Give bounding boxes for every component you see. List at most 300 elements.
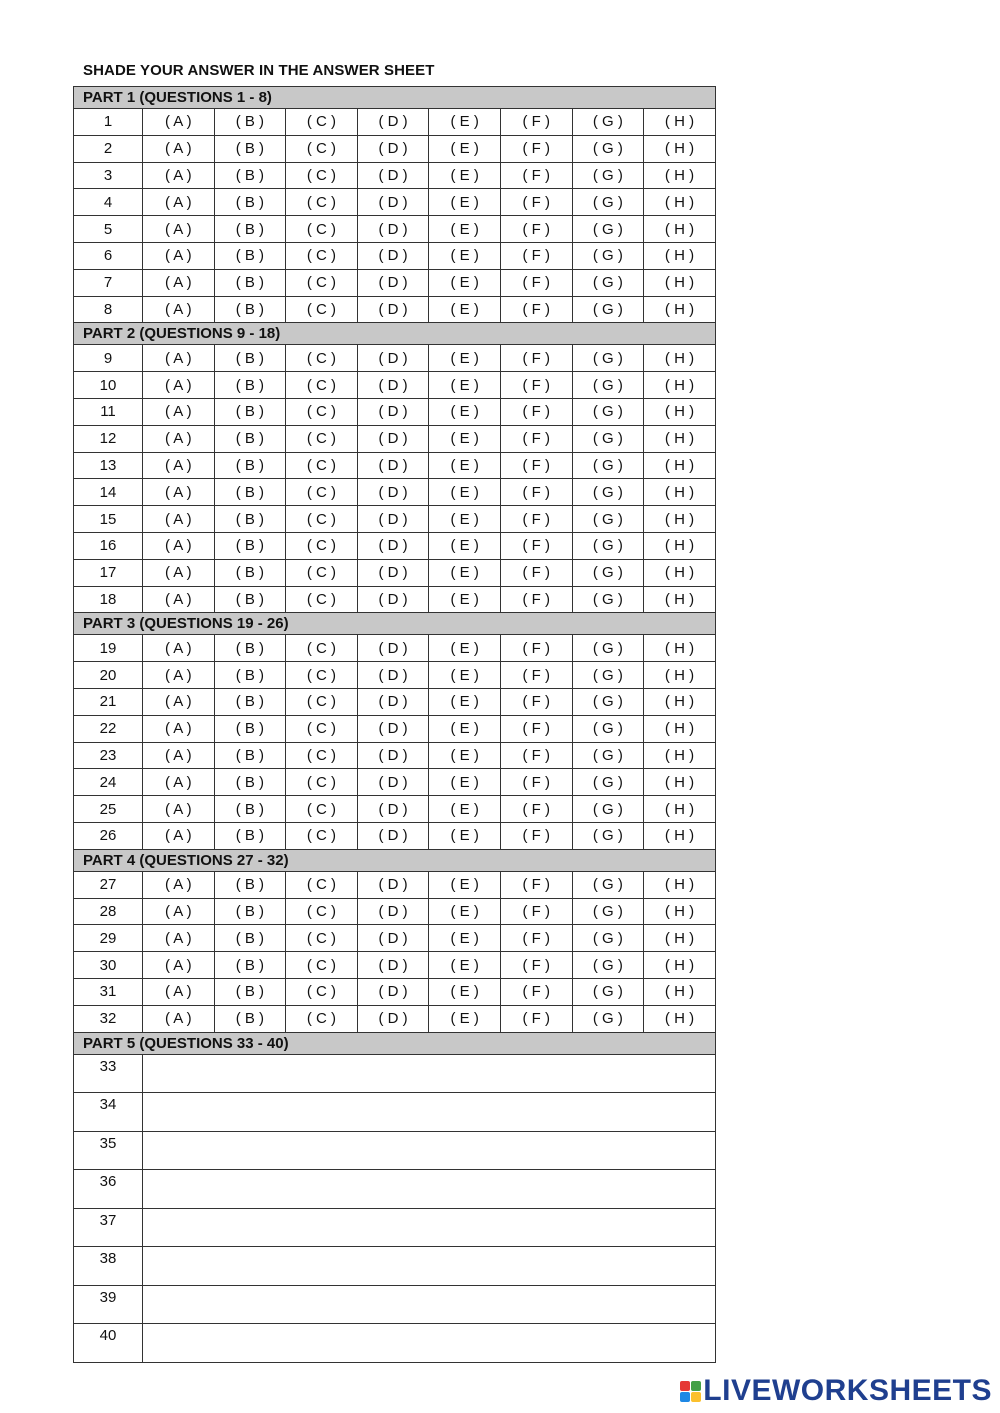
option-bubble[interactable]: ( F ) [500, 925, 572, 952]
option-bubble[interactable]: ( C ) [286, 345, 358, 372]
option-bubble[interactable]: ( F ) [500, 372, 572, 399]
option-bubble[interactable]: ( B ) [214, 162, 286, 189]
option-bubble[interactable]: ( H ) [644, 452, 716, 479]
option-bubble[interactable]: ( F ) [500, 871, 572, 898]
option-bubble[interactable]: ( G ) [572, 822, 644, 849]
option-bubble[interactable]: ( C ) [286, 978, 358, 1005]
question-row [74, 1170, 716, 1209]
option-bubble[interactable]: ( F ) [500, 506, 572, 533]
option-bubble[interactable]: ( C ) [286, 715, 358, 742]
option-bubble[interactable]: ( C ) [286, 769, 358, 796]
option-bubble[interactable]: ( E ) [429, 952, 501, 979]
option-bubble[interactable]: ( D ) [357, 925, 429, 952]
answer-sheet-table [73, 86, 716, 1363]
option-bubble[interactable]: ( E ) [429, 822, 501, 849]
option-bubble[interactable]: ( A ) [143, 925, 215, 952]
option-bubble[interactable]: ( H ) [644, 425, 716, 452]
option-bubble[interactable]: ( H ) [644, 715, 716, 742]
option-bubble[interactable]: ( A ) [143, 479, 215, 506]
option-bubble[interactable]: ( C ) [286, 216, 358, 243]
option-bubble[interactable]: ( B ) [214, 532, 286, 559]
option-bubble[interactable]: ( A ) [143, 216, 215, 243]
logo-mark-icon [680, 1381, 701, 1402]
option-bubble[interactable]: ( B ) [214, 635, 286, 662]
option-bubble[interactable]: ( E ) [429, 715, 501, 742]
option-bubble[interactable]: ( H ) [644, 742, 716, 769]
option-bubble[interactable]: ( D ) [357, 135, 429, 162]
option-bubble[interactable]: ( H ) [644, 162, 716, 189]
option-bubble[interactable]: ( H ) [644, 189, 716, 216]
option-bubble[interactable]: ( G ) [572, 425, 644, 452]
option-bubble[interactable]: ( H ) [644, 506, 716, 533]
question-row [74, 532, 716, 559]
option-bubble[interactable]: ( B ) [214, 296, 286, 323]
option-bubble[interactable]: ( H ) [644, 635, 716, 662]
question-number: 39 [74, 1285, 143, 1324]
option-bubble[interactable]: ( D ) [357, 952, 429, 979]
question-row [74, 1131, 716, 1170]
option-bubble[interactable]: ( C ) [286, 398, 358, 425]
option-bubble[interactable]: ( H ) [644, 1005, 716, 1032]
option-bubble[interactable]: ( A ) [143, 559, 215, 586]
option-bubble[interactable]: ( G ) [572, 559, 644, 586]
option-bubble[interactable]: ( F ) [500, 296, 572, 323]
option-bubble[interactable]: ( E ) [429, 216, 501, 243]
option-bubble[interactable]: ( C ) [286, 296, 358, 323]
option-bubble[interactable]: ( A ) [143, 372, 215, 399]
question-row [74, 506, 716, 533]
option-bubble[interactable]: ( B ) [214, 871, 286, 898]
option-bubble[interactable]: ( G ) [572, 479, 644, 506]
option-bubble[interactable]: ( E ) [429, 925, 501, 952]
option-bubble[interactable]: ( D ) [357, 532, 429, 559]
option-bubble[interactable]: ( G ) [572, 296, 644, 323]
question-row [74, 1054, 716, 1093]
option-bubble[interactable]: ( H ) [644, 135, 716, 162]
option-bubble[interactable]: ( A ) [143, 452, 215, 479]
option-bubble[interactable]: ( C ) [286, 662, 358, 689]
option-bubble[interactable]: ( B ) [214, 135, 286, 162]
option-bubble[interactable]: ( A ) [143, 425, 215, 452]
option-bubble[interactable]: ( H ) [644, 345, 716, 372]
option-bubble[interactable]: ( F ) [500, 898, 572, 925]
option-bubble[interactable]: ( F ) [500, 742, 572, 769]
answer-field[interactable] [143, 1285, 716, 1324]
option-bubble[interactable]: ( A ) [143, 871, 215, 898]
option-bubble[interactable]: ( H ) [644, 479, 716, 506]
option-bubble[interactable]: ( E ) [429, 398, 501, 425]
option-bubble[interactable]: ( C ) [286, 952, 358, 979]
option-bubble[interactable]: ( D ) [357, 372, 429, 399]
option-bubble[interactable]: ( D ) [357, 189, 429, 216]
option-bubble[interactable]: ( A ) [143, 715, 215, 742]
option-bubble[interactable]: ( E ) [429, 1005, 501, 1032]
question-number: 40 [74, 1324, 143, 1363]
option-bubble[interactable]: ( D ) [357, 978, 429, 1005]
question-number: 10 [74, 372, 143, 399]
logo-square-blue [680, 1392, 690, 1402]
option-bubble[interactable]: ( C ) [286, 532, 358, 559]
option-bubble[interactable]: ( A ) [143, 162, 215, 189]
question-number: 11 [74, 398, 143, 425]
option-bubble[interactable]: ( E ) [429, 425, 501, 452]
option-bubble[interactable]: ( E ) [429, 796, 501, 823]
option-bubble[interactable]: ( H ) [644, 871, 716, 898]
option-bubble[interactable]: ( D ) [357, 506, 429, 533]
question-row [74, 688, 716, 715]
option-bubble[interactable]: ( D ) [357, 662, 429, 689]
question-number: 13 [74, 452, 143, 479]
question-number: 37 [74, 1208, 143, 1247]
option-bubble[interactable]: ( F ) [500, 216, 572, 243]
option-bubble[interactable]: ( D ) [357, 109, 429, 136]
option-bubble[interactable]: ( H ) [644, 532, 716, 559]
option-bubble[interactable]: ( D ) [357, 822, 429, 849]
option-bubble[interactable]: ( F ) [500, 662, 572, 689]
option-bubble[interactable]: ( F ) [500, 635, 572, 662]
option-bubble[interactable]: ( F ) [500, 978, 572, 1005]
option-bubble[interactable]: ( D ) [357, 769, 429, 796]
option-bubble[interactable]: ( C ) [286, 635, 358, 662]
option-bubble[interactable]: ( C ) [286, 425, 358, 452]
option-bubble[interactable]: ( G ) [572, 398, 644, 425]
option-bubble[interactable]: ( H ) [644, 296, 716, 323]
option-bubble[interactable]: ( F ) [500, 135, 572, 162]
question-row [74, 742, 716, 769]
option-bubble[interactable]: ( B ) [214, 822, 286, 849]
option-bubble[interactable]: ( G ) [572, 662, 644, 689]
option-bubble[interactable]: ( D ) [357, 796, 429, 823]
option-bubble[interactable]: ( B ) [214, 586, 286, 613]
option-bubble[interactable]: ( F ) [500, 162, 572, 189]
option-bubble[interactable]: ( C ) [286, 1005, 358, 1032]
option-bubble[interactable]: ( F ) [500, 109, 572, 136]
part-header-row [74, 849, 716, 871]
option-bubble[interactable]: ( C ) [286, 586, 358, 613]
option-bubble[interactable]: ( E ) [429, 109, 501, 136]
option-bubble[interactable]: ( F ) [500, 345, 572, 372]
option-bubble[interactable]: ( E ) [429, 479, 501, 506]
option-bubble[interactable]: ( B ) [214, 925, 286, 952]
option-bubble[interactable]: ( A ) [143, 898, 215, 925]
option-bubble[interactable]: ( G ) [572, 871, 644, 898]
option-bubble[interactable]: ( G ) [572, 109, 644, 136]
question-number: 34 [74, 1093, 143, 1132]
option-bubble[interactable]: ( F ) [500, 452, 572, 479]
option-bubble[interactable]: ( H ) [644, 216, 716, 243]
option-bubble[interactable]: ( D ) [357, 216, 429, 243]
option-bubble[interactable]: ( F ) [500, 715, 572, 742]
option-bubble[interactable]: ( A ) [143, 242, 215, 269]
option-bubble[interactable]: ( E ) [429, 559, 501, 586]
option-bubble[interactable]: ( G ) [572, 269, 644, 296]
option-bubble[interactable]: ( G ) [572, 796, 644, 823]
option-bubble[interactable]: ( D ) [357, 586, 429, 613]
option-bubble[interactable]: ( A ) [143, 769, 215, 796]
answer-field[interactable] [143, 1324, 716, 1363]
option-bubble[interactable]: ( B ) [214, 452, 286, 479]
option-bubble[interactable]: ( A ) [143, 796, 215, 823]
liveworksheets-logo [680, 1374, 992, 1408]
option-bubble[interactable]: ( A ) [143, 398, 215, 425]
option-bubble[interactable]: ( A ) [143, 345, 215, 372]
answer-field[interactable] [143, 1208, 716, 1247]
option-bubble[interactable]: ( G ) [572, 715, 644, 742]
option-bubble[interactable]: ( C ) [286, 925, 358, 952]
option-bubble[interactable]: ( F ) [500, 586, 572, 613]
question-number: 1 [74, 109, 143, 136]
option-bubble[interactable]: ( G ) [572, 372, 644, 399]
option-bubble[interactable]: ( H ) [644, 952, 716, 979]
option-bubble[interactable]: ( G ) [572, 452, 644, 479]
option-bubble[interactable]: ( E ) [429, 871, 501, 898]
option-bubble[interactable]: ( C ) [286, 109, 358, 136]
logo-square-yellow [691, 1392, 701, 1402]
option-bubble[interactable]: ( D ) [357, 425, 429, 452]
option-bubble[interactable]: ( A ) [143, 635, 215, 662]
option-bubble[interactable]: ( B ) [214, 742, 286, 769]
option-bubble[interactable]: ( B ) [214, 898, 286, 925]
option-bubble[interactable]: ( E ) [429, 978, 501, 1005]
option-bubble[interactable]: ( A ) [143, 952, 215, 979]
option-bubble[interactable]: ( F ) [500, 688, 572, 715]
option-bubble[interactable]: ( E ) [429, 506, 501, 533]
option-bubble[interactable]: ( H ) [644, 796, 716, 823]
option-bubble[interactable]: ( A ) [143, 586, 215, 613]
option-bubble[interactable]: ( D ) [357, 479, 429, 506]
question-number: 33 [74, 1054, 143, 1093]
option-bubble[interactable]: ( A ) [143, 822, 215, 849]
option-bubble[interactable]: ( B ) [214, 769, 286, 796]
option-bubble[interactable]: ( A ) [143, 269, 215, 296]
option-bubble[interactable]: ( B ) [214, 216, 286, 243]
option-bubble[interactable]: ( C ) [286, 559, 358, 586]
option-bubble[interactable]: ( G ) [572, 925, 644, 952]
option-bubble[interactable]: ( E ) [429, 635, 501, 662]
option-bubble[interactable]: ( A ) [143, 135, 215, 162]
option-bubble[interactable]: ( H ) [644, 925, 716, 952]
option-bubble[interactable]: ( D ) [357, 559, 429, 586]
option-bubble[interactable]: ( E ) [429, 586, 501, 613]
option-bubble[interactable]: ( D ) [357, 742, 429, 769]
option-bubble[interactable]: ( E ) [429, 296, 501, 323]
option-bubble[interactable]: ( D ) [357, 635, 429, 662]
option-bubble[interactable]: ( A ) [143, 506, 215, 533]
option-bubble[interactable]: ( E ) [429, 372, 501, 399]
option-bubble[interactable]: ( F ) [500, 796, 572, 823]
option-bubble[interactable]: ( C ) [286, 269, 358, 296]
option-bubble[interactable]: ( E ) [429, 898, 501, 925]
option-bubble[interactable]: ( B ) [214, 952, 286, 979]
answer-field[interactable] [143, 1247, 716, 1286]
option-bubble[interactable]: ( B ) [214, 479, 286, 506]
option-bubble[interactable]: ( D ) [357, 398, 429, 425]
option-bubble[interactable]: ( H ) [644, 559, 716, 586]
option-bubble[interactable]: ( D ) [357, 345, 429, 372]
option-bubble[interactable]: ( C ) [286, 372, 358, 399]
question-number: 8 [74, 296, 143, 323]
option-bubble[interactable]: ( G ) [572, 216, 644, 243]
option-bubble[interactable]: ( B ) [214, 189, 286, 216]
option-bubble[interactable]: ( H ) [644, 822, 716, 849]
option-bubble[interactable]: ( H ) [644, 398, 716, 425]
option-bubble[interactable]: ( F ) [500, 189, 572, 216]
option-bubble[interactable]: ( G ) [572, 742, 644, 769]
option-bubble[interactable]: ( A ) [143, 662, 215, 689]
option-bubble[interactable]: ( G ) [572, 162, 644, 189]
option-bubble[interactable]: ( E ) [429, 269, 501, 296]
question-number: 32 [74, 1005, 143, 1032]
option-bubble[interactable]: ( E ) [429, 662, 501, 689]
option-bubble[interactable]: ( G ) [572, 978, 644, 1005]
option-bubble[interactable]: ( C ) [286, 688, 358, 715]
option-bubble[interactable]: ( B ) [214, 372, 286, 399]
option-bubble[interactable]: ( C ) [286, 506, 358, 533]
option-bubble[interactable]: ( G ) [572, 635, 644, 662]
option-bubble[interactable]: ( H ) [644, 769, 716, 796]
option-bubble[interactable]: ( E ) [429, 135, 501, 162]
option-bubble[interactable]: ( D ) [357, 269, 429, 296]
option-bubble[interactable]: ( C ) [286, 871, 358, 898]
option-bubble[interactable]: ( C ) [286, 796, 358, 823]
option-bubble[interactable]: ( A ) [143, 189, 215, 216]
option-bubble[interactable]: ( B ) [214, 109, 286, 136]
option-bubble[interactable]: ( C ) [286, 162, 358, 189]
option-bubble[interactable]: ( G ) [572, 345, 644, 372]
option-bubble[interactable]: ( A ) [143, 532, 215, 559]
question-row [74, 559, 716, 586]
option-bubble[interactable]: ( B ) [214, 1005, 286, 1032]
option-bubble[interactable]: ( F ) [500, 269, 572, 296]
option-bubble[interactable]: ( H ) [644, 978, 716, 1005]
option-bubble[interactable]: ( E ) [429, 532, 501, 559]
question-row [74, 662, 716, 689]
option-bubble[interactable]: ( H ) [644, 242, 716, 269]
option-bubble[interactable]: ( B ) [214, 398, 286, 425]
option-bubble[interactable]: ( G ) [572, 898, 644, 925]
option-bubble[interactable]: ( G ) [572, 952, 644, 979]
option-bubble[interactable]: ( E ) [429, 162, 501, 189]
answer-field[interactable] [143, 1054, 716, 1093]
option-bubble[interactable]: ( B ) [214, 506, 286, 533]
answer-field[interactable] [143, 1170, 716, 1209]
question-row [74, 898, 716, 925]
option-bubble[interactable]: ( C ) [286, 742, 358, 769]
question-number: 17 [74, 559, 143, 586]
option-bubble[interactable]: ( H ) [644, 586, 716, 613]
option-bubble[interactable]: ( G ) [572, 242, 644, 269]
option-bubble[interactable]: ( F ) [500, 559, 572, 586]
option-bubble[interactable]: ( H ) [644, 372, 716, 399]
option-bubble[interactable]: ( B ) [214, 688, 286, 715]
option-bubble[interactable]: ( D ) [357, 715, 429, 742]
option-bubble[interactable]: ( D ) [357, 688, 429, 715]
option-bubble[interactable]: ( A ) [143, 742, 215, 769]
option-bubble[interactable]: ( H ) [644, 662, 716, 689]
option-bubble[interactable]: ( E ) [429, 769, 501, 796]
option-bubble[interactable]: ( H ) [644, 898, 716, 925]
option-bubble[interactable]: ( D ) [357, 242, 429, 269]
sheet-heading: SHADE YOUR ANSWER IN THE ANSWER SHEET [83, 62, 435, 79]
option-bubble[interactable]: ( F ) [500, 822, 572, 849]
option-bubble[interactable]: ( E ) [429, 189, 501, 216]
option-bubble[interactable]: ( F ) [500, 242, 572, 269]
question-number: 30 [74, 952, 143, 979]
option-bubble[interactable]: ( E ) [429, 452, 501, 479]
option-bubble[interactable]: ( D ) [357, 1005, 429, 1032]
option-bubble[interactable]: ( E ) [429, 242, 501, 269]
option-bubble[interactable]: ( G ) [572, 688, 644, 715]
option-bubble[interactable]: ( F ) [500, 398, 572, 425]
option-bubble[interactable]: ( F ) [500, 1005, 572, 1032]
option-bubble[interactable]: ( D ) [357, 296, 429, 323]
option-bubble[interactable]: ( A ) [143, 1005, 215, 1032]
answer-field[interactable] [143, 1093, 716, 1132]
question-number: 26 [74, 822, 143, 849]
option-bubble[interactable]: ( F ) [500, 479, 572, 506]
question-row [74, 1093, 716, 1132]
option-bubble[interactable]: ( B ) [214, 662, 286, 689]
option-bubble[interactable]: ( G ) [572, 769, 644, 796]
option-bubble[interactable]: ( C ) [286, 822, 358, 849]
option-bubble[interactable]: ( G ) [572, 189, 644, 216]
option-bubble[interactable]: ( C ) [286, 898, 358, 925]
option-bubble[interactable]: ( C ) [286, 479, 358, 506]
option-bubble[interactable]: ( F ) [500, 952, 572, 979]
option-bubble[interactable]: ( G ) [572, 135, 644, 162]
option-bubble[interactable]: ( E ) [429, 688, 501, 715]
option-bubble[interactable]: ( D ) [357, 162, 429, 189]
option-bubble[interactable]: ( G ) [572, 1005, 644, 1032]
option-bubble[interactable]: ( A ) [143, 296, 215, 323]
question-row [74, 952, 716, 979]
option-bubble[interactable]: ( B ) [214, 345, 286, 372]
option-bubble[interactable]: ( D ) [357, 898, 429, 925]
option-bubble[interactable]: ( C ) [286, 189, 358, 216]
option-bubble[interactable]: ( G ) [572, 506, 644, 533]
option-bubble[interactable]: ( D ) [357, 452, 429, 479]
option-bubble[interactable]: ( B ) [214, 425, 286, 452]
option-bubble[interactable]: ( E ) [429, 345, 501, 372]
option-bubble[interactable]: ( H ) [644, 269, 716, 296]
option-bubble[interactable]: ( D ) [357, 871, 429, 898]
option-bubble[interactable]: ( B ) [214, 559, 286, 586]
option-bubble[interactable]: ( B ) [214, 796, 286, 823]
option-bubble[interactable]: ( H ) [644, 109, 716, 136]
option-bubble[interactable]: ( F ) [500, 425, 572, 452]
option-bubble[interactable]: ( C ) [286, 135, 358, 162]
option-bubble[interactable]: ( A ) [143, 109, 215, 136]
option-bubble[interactable]: ( G ) [572, 532, 644, 559]
option-bubble[interactable]: ( F ) [500, 532, 572, 559]
option-bubble[interactable]: ( H ) [644, 688, 716, 715]
option-bubble[interactable]: ( B ) [214, 978, 286, 1005]
option-bubble[interactable]: ( G ) [572, 586, 644, 613]
option-bubble[interactable]: ( F ) [500, 769, 572, 796]
question-number: 15 [74, 506, 143, 533]
option-bubble[interactable]: ( B ) [214, 242, 286, 269]
option-bubble[interactable]: ( C ) [286, 452, 358, 479]
option-bubble[interactable]: ( B ) [214, 715, 286, 742]
option-bubble[interactable]: ( E ) [429, 742, 501, 769]
part-header-row [74, 613, 716, 635]
question-number: 5 [74, 216, 143, 243]
option-bubble[interactable]: ( C ) [286, 242, 358, 269]
answer-field[interactable] [143, 1131, 716, 1170]
option-bubble[interactable]: ( A ) [143, 688, 215, 715]
option-bubble[interactable]: ( A ) [143, 978, 215, 1005]
option-bubble[interactable]: ( B ) [214, 269, 286, 296]
